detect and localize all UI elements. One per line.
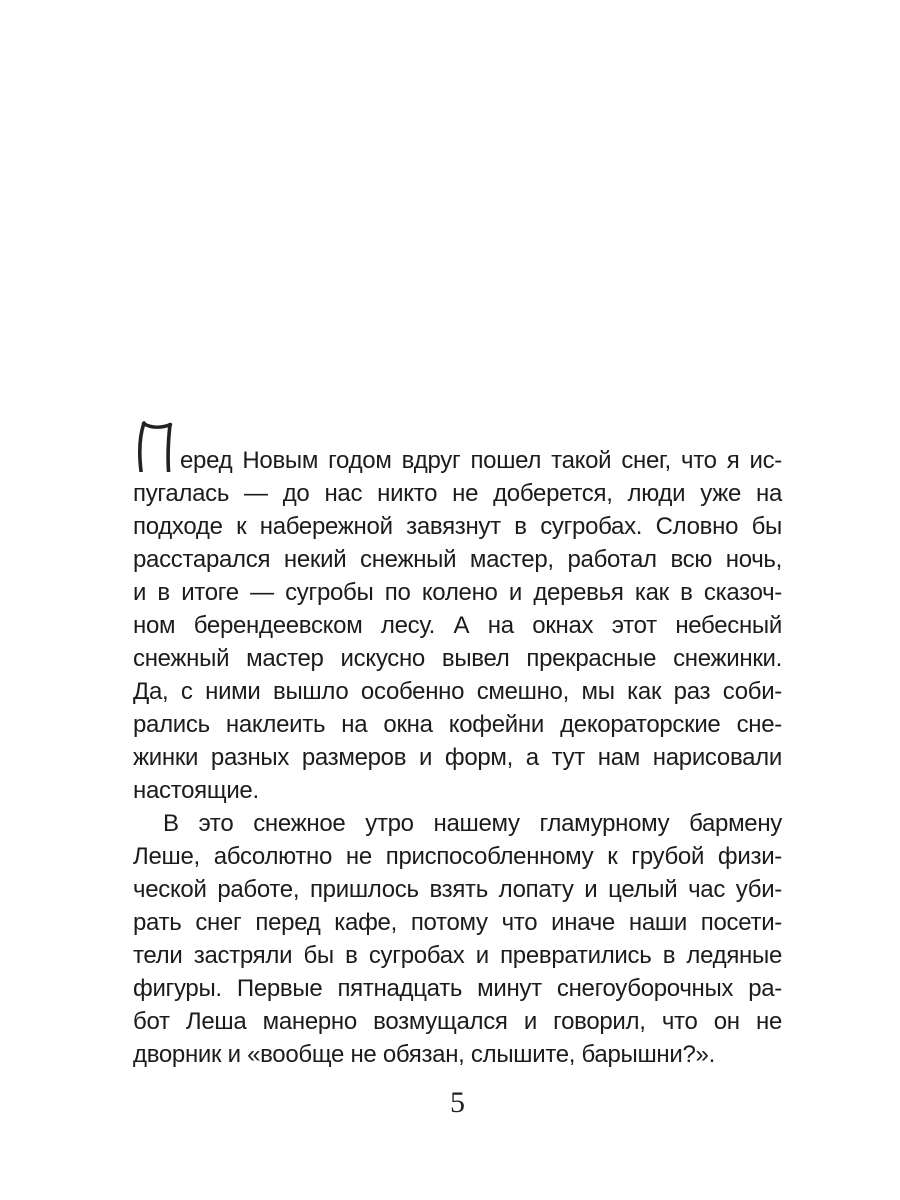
text-line: фигуры. Первые пятнадцать минут снегоуборочных ра- [133,975,782,1002]
text-line: настоящие. [133,777,259,804]
text-line: подходе к набережной завязнут в сугробах. Словно бы [133,513,782,540]
text-line: жинки разных размеров и форм, а тут нам нарисовали [133,744,782,771]
text-line: дворник и «вообще не обязан, слышите, барышни?». [133,1041,715,1068]
text-line: снежный мастер искусно вывел прекрасные снежинки. [133,645,782,672]
drop-cap-letter [134,472,135,473]
text-line: расстарался некий снежный мастер, работал всю ночь, [133,546,782,573]
text-line: бот Леша манерно возмущался и говорил, что он не [133,1008,782,1035]
text-line: ном берендеевском лесу. А на окнах этот небесный [133,612,782,639]
drop-cap-glyph [134,420,176,472]
text-line: тели застряли бы в сугробах и превратились в ледяные [133,942,782,969]
text-line: еред Новым годом вдруг пошел такой снег, что я ис- [180,447,782,474]
paragraph-line [133,444,782,477]
text-line: рались наклеить на окна кофейни декораторские сне- [133,711,782,738]
text-line: Леше, абсолютно не приспособленному к грубой физи- [133,843,782,870]
text-line: и в итоге — сугробы по колено и деревья как в сказоч- [133,579,782,606]
text-line: Да, с ними вышло особенно смешно, мы как раз соби- [133,678,782,705]
drop-cap [134,420,176,472]
text-line: пугалась — до нас никто не доберется, люди уже на [133,480,782,507]
page-number: 5 [450,1086,465,1119]
text-line: В это снежное утро нашему гламурному бармену [163,810,782,837]
text-block [133,444,782,1071]
text-line: рать снег перед кафе, потому что иначе наши посети- [133,909,782,936]
text-line: ческой работе, пришлось взять лопату и целый час уби- [133,876,782,903]
